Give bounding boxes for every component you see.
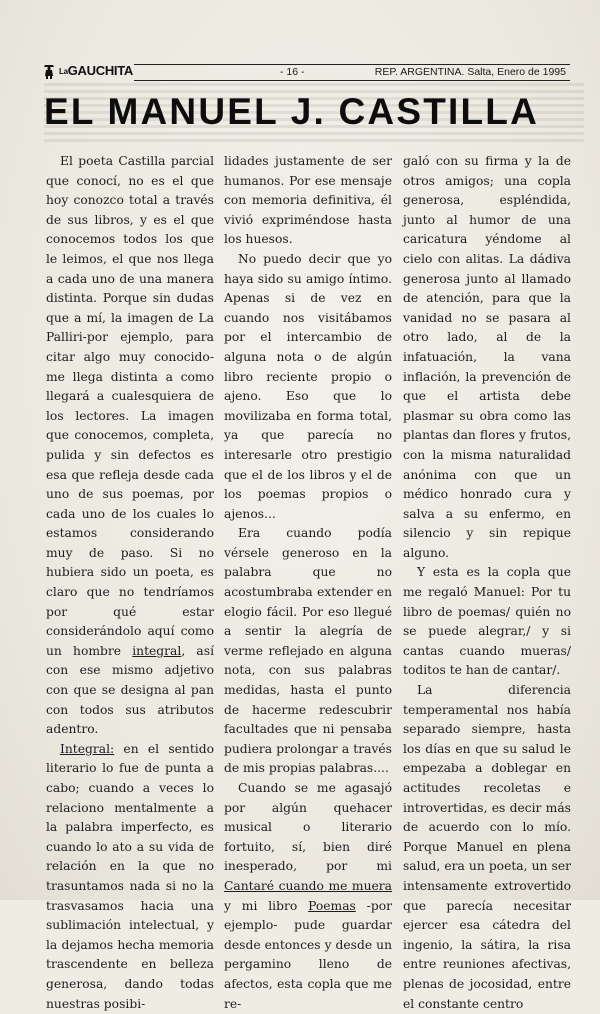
- gaucho-figure-icon: [42, 61, 56, 79]
- dateline: REP. ARGENTINA. Salta, Enero de 1995: [374, 66, 566, 78]
- page-number: - 16 -: [280, 66, 305, 78]
- masthead-logo: [42, 60, 133, 80]
- masthead-title: LaGAUCHITA: [59, 62, 133, 78]
- paragraph: Era cuando podía vérsele generoso en la palabra que no acostumbraba extender en elogio fácil. Por eso llegué a sentir la alegría de verme reflejado en alguna nota, con sus palabras medidas, hasta el punto de hacerme redescubrir facultades que ni pensaba pudiera prolongar a través de mis propias palabras....: [224, 526, 392, 776]
- paragraph: Cuando se me agasajó por algún quehacer musical o literario fortuito, sí, bien diré inesperado, por mi Cantaré cuando me muera y mi libro Poemas -por ejemplo- pude guardar desde entonces y desde un pergamino lleno de afectos, esta copla que me re-: [224, 781, 392, 1011]
- paragraph: Y esta es la copla que me regaló Manuel: Por tu libro de poemas/ quién no se puede alegrar,/ y si cantas cuando mueras/ toditos te han de cantar/.: [403, 565, 571, 678]
- paragraph: lidades justamente de ser humanos. Por ese mensaje con memoria definitiva, él vivió expriméndose hasta los huesos.: [224, 154, 392, 247]
- article-column-1: [46, 152, 214, 1014]
- article-headline: EL MANUEL J. CASTILLA: [44, 91, 540, 132]
- paragraph: Integral: en el sentido literario lo fue de punta a cabo; cuando a veces lo relaciono mentalmente a la palabra imperfecto, es cuando lo ato a su vida de relación en la que no trasuntamos nada si no la trasvasamos hacia una sublimación intelectual, y la dejamos hecha memoria trascendente en belleza generosa, dando todas nuestras posibi-: [46, 741, 214, 1011]
- paragraph: La diferencia temperamental nos había separado siempre, hasta los días en que su salud le empezaba a doblegar en actitudes recoletas e introvertidas, es decir más de acuerdo con lo mío. Porque Manuel en plena salud, era un poeta, un ser intensamente extrovertido que parecía necesitar ejercer esa cátedra del ingenio, la sátira, la risa entre reuniones afectivas, plenas de jocosidad, entre el constante centro: [403, 683, 571, 1011]
- paragraph: No puedo decir que yo haya sido su amigo íntimo. Apenas si de vez en cuando nos visitábamos por el intercambio de alguna nota o de algún libro reciente propio o ajeno. Eso que lo movilizaba en forma total, ya que parecía no interesarle otro prestigio que el de los libros y el de los poemas propios o ajenos...: [224, 251, 392, 521]
- paragraph: galó con su firma y la de otros amigos; una copla generosa, espléndida, junto al humor de una caricatura yéndome al cielo con alitas. La dádiva generosa junto al llamado de atención, para que la vanidad no se pasara al otro lado, al de la infatuación, la vana inflación, la prevención de que el artista debe plasmar su obra como las plantas dan flores y frutos, con la misma naturalidad anónima con que un médico honrado cura y salva a su enfermo, en silencio y sin repique alguno.: [403, 154, 571, 560]
- header-rule-top: [134, 64, 570, 65]
- article-column-3: [403, 152, 571, 1014]
- page-header: [42, 56, 570, 84]
- paragraph: El poeta Castilla parcial que conocí, no es el que hoy conozco total a través de sus libros, y es el que conocemos todos los que le leimos, el que nos llega a cada uno de una manera distinta. Porque sin dudas que a mí, la imagen de La Palliri-por ejemplo, para citar algo muy conocido- me llega distinta a como llegará a cualesquiera de los lectores. La imagen que conocemos, completa, pulida y sin defectos es esa que refleja desde cada uno de sus poemas, por cada uno de los cuales lo estamos considerando muy de paso. Si no hubiera sido un poeta, es claro que no tendríamos por qué estar considerándolo aquí como un hombre integral, así con ese mismo adjetivo con que se designa al pan con todos sus atributos adentro.: [46, 154, 214, 737]
- header-rule-bottom: [134, 80, 570, 81]
- article-column-2: [224, 152, 392, 1014]
